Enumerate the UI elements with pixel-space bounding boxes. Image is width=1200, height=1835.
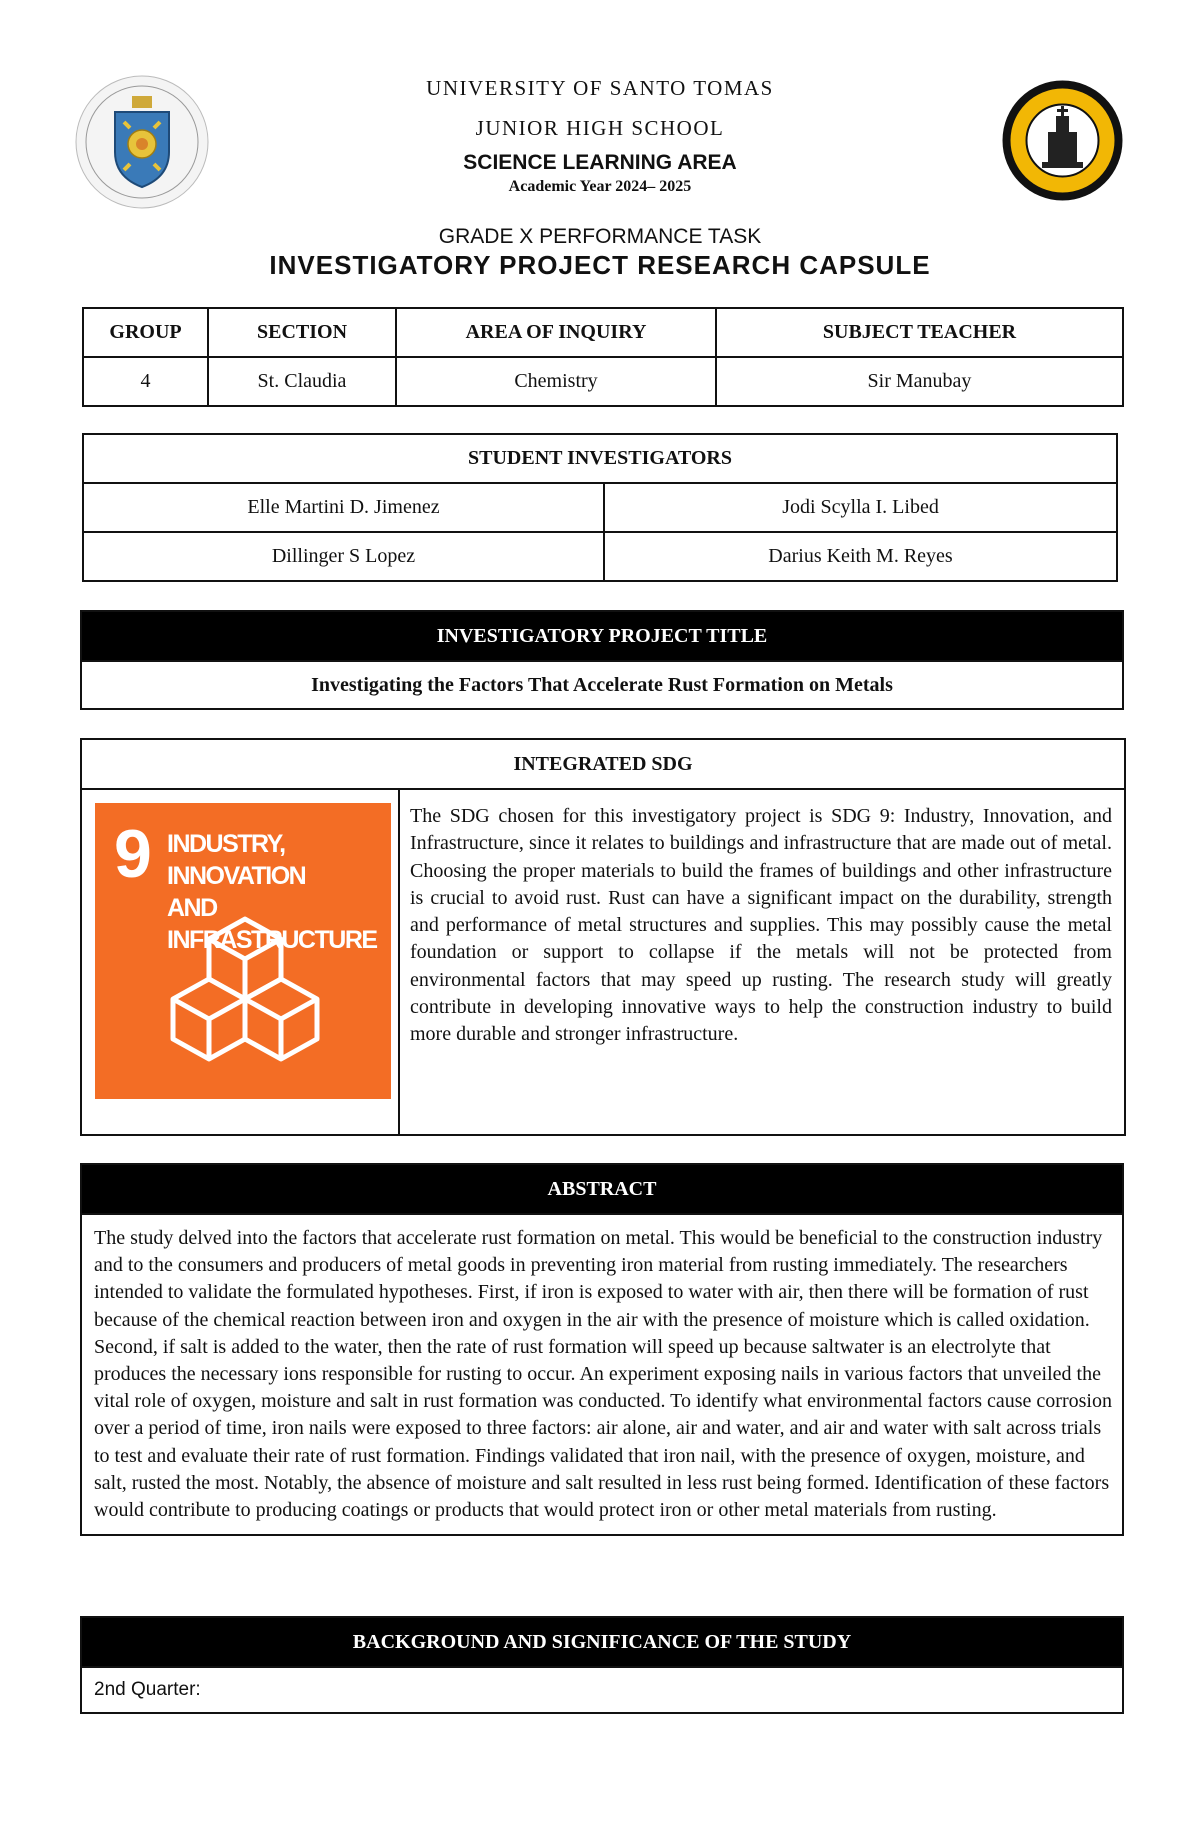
school-name: JUNIOR HIGH SCHOOL: [475, 116, 725, 140]
section-header: INTEGRATED SDG: [81, 739, 1125, 789]
student-name: Jodi Scylla I. Libed: [604, 483, 1117, 532]
table-row: [83, 357, 1123, 406]
section-header: BACKGROUND AND SIGNIFICANCE OF THE STUDY: [81, 1617, 1123, 1667]
sdg-description: The SDG chosen for this investigatory project is SDG 9: Industry, Innovation, and Infrastructure, since it relates to buildings and infrastructure that are made out of metal. Choosing the proper materials to build the frames of buildings and other infrastructure is crucial to avoid rust. Rust can have a significant impact on the durability, strength and performance of metal structures and supplies. This may possibly cause the metal foundation or support to collapse if the metals will not be protected from environmental factors that may speed up rusting. The research study will greatly contribute in developing innovative ways to help the construction industry to build more durable and stronger infrastructure.: [399, 789, 1125, 1135]
academic-year: Academic Year 2024– 2025: [508, 178, 692, 195]
table-row: [81, 661, 1123, 709]
project-title-text: Investigating the Factors That Accelerate Rust Formation on Metals: [81, 661, 1123, 709]
group-value: 4: [83, 357, 208, 406]
table-row: [81, 1667, 1123, 1713]
abstract-text: The study delved into the factors that accelerate rust formation on metal. This would be beneficial to the construction industry and to the consumers and producers of metal goods in preventing iron material from rusting immediately. The researchers intended to validate the formulated hypotheses. First, if iron is exposed to water with air, then there will be formation of rust because of the chemical reaction between iron and oxygen in the air with the presence of moisture which is called oxidation. Second, if salt is added to the water, then the rate of rust formation will speed up because saltwater is an electrolyte that produces the necessary ions responsible for rusting to occur. An experiment exposing nails in various factors that unveiled the vital role of oxygen, moisture and salt in rust formation was conducted. To identify what environmental factors cause corrosion over a period of time, iron nails were exposed to three factors: air alone, air and water, and air and water with salt across trials to test and evaluate their rate of rust formation. Findings validated that iron nail, with the presence of oxygen, moisture, and salt, rusted the most. Notably, the absence of moisture and salt resulted in less rust being formed. Identification of these factors would contribute to producing coatings or products that would protect iron or other metal materials from rusting.: [81, 1214, 1123, 1535]
section-value: St. Claudia: [208, 357, 396, 406]
column-header: GROUP: [83, 308, 208, 357]
sdg-number: 9: [114, 816, 152, 892]
teacher-value: Sir Manubay: [716, 357, 1123, 406]
column-header: SECTION: [208, 308, 396, 357]
column-header: AREA OF INQUIRY: [396, 308, 716, 357]
learning-area: SCIENCE LEARNING AREA: [463, 151, 737, 174]
sdg-9-badge: [95, 803, 391, 1099]
table-row: [83, 532, 1117, 581]
page-title: INVESTIGATORY PROJECT RESEARCH CAPSULE: [269, 250, 931, 280]
table-row: [81, 739, 1125, 789]
table-row: [81, 1214, 1123, 1535]
student-name: Elle Martini D. Jimenez: [83, 483, 604, 532]
sdg-image-cell: [81, 789, 399, 1135]
section-header: STUDENT INVESTIGATORS: [83, 434, 1117, 483]
table-row: [81, 611, 1123, 661]
student-name: Darius Keith M. Reyes: [604, 532, 1117, 581]
sdg-label-line: INDUSTRY, INNOVATION: [167, 830, 306, 890]
area-value: Chemistry: [396, 357, 716, 406]
integrated-sdg-table: [80, 738, 1126, 1136]
column-header: SUBJECT TEACHER: [716, 308, 1123, 357]
section-header: ABSTRACT: [81, 1164, 1123, 1214]
student-investigators-table: [82, 433, 1118, 582]
section-header: INVESTIGATORY PROJECT TITLE: [81, 611, 1123, 661]
task-label: GRADE X PERFORMANCE TASK: [438, 225, 762, 248]
background-text: 2nd Quarter:: [81, 1667, 1123, 1713]
table-row: [81, 789, 1125, 1135]
background-table: [80, 1616, 1124, 1714]
table-row: [83, 308, 1123, 357]
table-row: [81, 1164, 1123, 1214]
abstract-table: [80, 1163, 1124, 1536]
table-row: [83, 434, 1117, 483]
university-name: UNIVERSITY OF SANTO TOMAS: [426, 76, 774, 100]
project-info-table: [82, 307, 1124, 407]
sdg-label-line: AND INFRASTRUCTURE: [167, 894, 377, 954]
student-name: Dillinger S Lopez: [83, 532, 604, 581]
table-row: [83, 483, 1117, 532]
project-title-table: [80, 610, 1124, 710]
cubes-icon: [165, 911, 325, 1071]
table-row: [81, 1617, 1123, 1667]
